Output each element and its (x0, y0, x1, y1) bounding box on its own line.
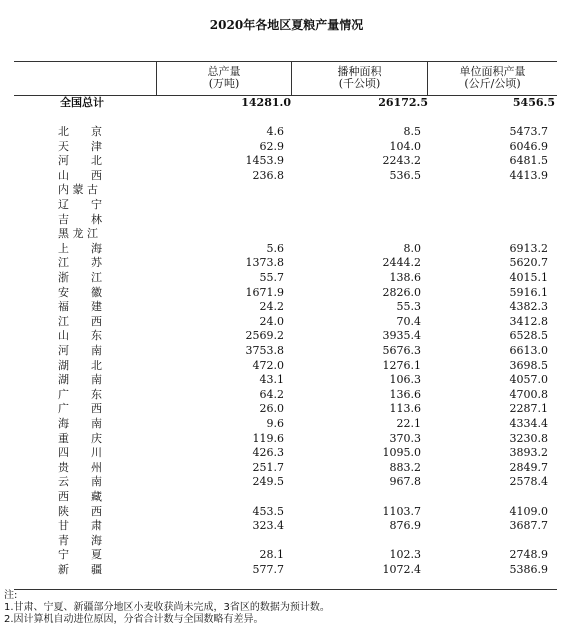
cell-output: 24.2 (259, 300, 284, 314)
cell-output: 62.9 (259, 139, 284, 153)
table-row (14, 242, 557, 255)
cell-area: 536.5 (389, 168, 421, 182)
cell-yield: 2287.1 (509, 402, 548, 416)
region-name: 辽 宁 (58, 198, 102, 211)
table-row (14, 329, 557, 342)
table-row (14, 519, 557, 532)
region-name: 广 西 (58, 402, 102, 416)
cell-yield: 4057.0 (509, 373, 548, 387)
cell-output: 249.5 (252, 475, 284, 489)
header-unit: (万吨) (208, 77, 240, 90)
table-row (14, 475, 557, 488)
cell-yield: 4382.3 (509, 300, 548, 314)
region-name: 重 庆 (58, 431, 102, 445)
table-row (14, 548, 557, 561)
table-row (14, 140, 557, 153)
table-row (14, 402, 557, 415)
region-name: 吉 林 (58, 212, 102, 226)
cell-output: 43.1 (259, 373, 284, 387)
region-name: 江 苏 (58, 256, 102, 270)
cell-area: 8.5 (403, 125, 421, 138)
region-name: 上 海 (58, 241, 102, 255)
cell-yield: 5620.7 (509, 256, 548, 270)
cell-yield: 4700.8 (509, 387, 548, 401)
cell-output: 426.3 (252, 446, 284, 460)
table-bottom-rule (14, 589, 557, 590)
region-name: 湖 北 (58, 358, 102, 372)
header-label: 播种面积 (337, 65, 382, 78)
table-row (14, 213, 557, 226)
region-name: 山 东 (58, 329, 102, 343)
cell-area: 22.1 (396, 417, 421, 430)
header-yield-per-area (428, 66, 557, 90)
cell-area: 370.3 (389, 431, 421, 445)
table-row (14, 534, 557, 547)
region-name: 浙 江 (58, 271, 102, 284)
cell-yield: 4109.0 (509, 504, 548, 518)
table-row (14, 388, 557, 401)
cell-area: 102.3 (389, 548, 421, 562)
cell-area: 1276.1 (382, 358, 421, 372)
cell-area: 3935.4 (382, 329, 421, 343)
cell-output: 577.7 (252, 563, 284, 576)
region-name: 贵 州 (58, 460, 102, 474)
cell-area: 136.6 (389, 387, 421, 401)
region-name: 黑 龙 江 (58, 227, 98, 241)
cell-area: 967.8 (389, 475, 421, 489)
cell-area: 876.9 (389, 519, 421, 533)
region-name: 甘 肃 (58, 519, 102, 533)
region-name: 广 东 (58, 387, 102, 401)
table-row (14, 300, 557, 313)
cell-output: 5.6 (266, 241, 284, 255)
cell-output: 1671.9 (245, 285, 284, 299)
header-unit: (千公顷) (338, 77, 381, 90)
table-row (14, 169, 557, 182)
cell-output: 2569.2 (245, 329, 284, 343)
cell-output: 472.0 (252, 358, 284, 372)
cell-output: 3753.8 (245, 344, 284, 357)
table-row (14, 461, 557, 474)
cell-yield: 2748.9 (509, 548, 548, 562)
cell-area: 1095.0 (382, 446, 421, 460)
cell-yield: 6613.0 (509, 344, 548, 357)
note-2: 2.因计算机自动进位原因，分省合计数与全国数略有差异。 (4, 614, 264, 625)
cell-yield: 3893.2 (509, 446, 548, 460)
cell-yield: 5473.7 (509, 125, 548, 138)
table-row (14, 563, 557, 576)
table-top-rule (14, 61, 557, 62)
region-name: 河 北 (58, 154, 102, 168)
region-name: 福 建 (58, 300, 102, 314)
region-name: 云 南 (58, 475, 102, 489)
table-row (14, 286, 557, 299)
region-name: 内 蒙 古 (58, 183, 98, 197)
region-name: 新 疆 (58, 563, 102, 576)
header-sown-area (292, 66, 427, 90)
cell-area: 5676.3 (382, 344, 421, 357)
cell-output: 236.8 (252, 168, 284, 182)
cell-area: 70.4 (396, 314, 421, 328)
cell-area: 104.0 (389, 139, 421, 153)
page-title: 2020年各地区夏粮产量情况 (209, 18, 364, 32)
cell-yield: 3230.8 (509, 431, 548, 445)
cell-yield: 2849.7 (509, 460, 548, 474)
table-row (14, 183, 557, 196)
cell-yield: 3698.5 (509, 358, 548, 372)
header-label: 总产量 (207, 65, 241, 78)
cell-output: 55.7 (259, 271, 284, 284)
notes-label: 注: (4, 590, 18, 601)
table-row (14, 125, 557, 138)
cell-output: 1453.9 (245, 154, 284, 168)
cell-output: 1373.8 (245, 256, 284, 270)
table-row (14, 432, 557, 445)
table-row (14, 154, 557, 167)
cell-yield: 4334.4 (509, 417, 548, 430)
cell-output: 323.4 (252, 519, 284, 533)
cell-yield: 6046.9 (509, 139, 548, 153)
table-row (14, 227, 557, 240)
header-total-output (157, 66, 291, 90)
header-unit: (公斤/公顷) (464, 77, 521, 90)
cell-yield: 6528.5 (509, 329, 548, 343)
cell-yield: 3687.7 (509, 519, 548, 533)
table-row (14, 271, 557, 284)
cell-area: 113.6 (389, 402, 421, 416)
region-name: 天 津 (58, 139, 102, 153)
cell-area: 1072.4 (382, 563, 421, 576)
total-area: 26172.5 (378, 96, 428, 109)
cell-yield: 4413.9 (509, 168, 548, 182)
table-row (14, 505, 557, 518)
cell-output: 26.0 (259, 402, 284, 416)
cell-yield: 3412.8 (509, 314, 548, 328)
total-output: 14281.0 (241, 96, 291, 109)
cell-yield: 6481.5 (509, 154, 548, 168)
cell-area: 2826.0 (382, 285, 421, 299)
table-row (14, 490, 557, 503)
table-row (14, 198, 557, 211)
region-name: 山 西 (58, 168, 102, 182)
region-name: 西 藏 (58, 490, 102, 503)
cell-area: 106.3 (389, 373, 421, 387)
cell-yield: 2578.4 (509, 475, 548, 489)
region-name: 北 京 (58, 125, 102, 138)
table-row (14, 344, 557, 357)
cell-output: 251.7 (252, 460, 284, 474)
note-1: 1.甘肃、宁夏、新疆部分地区小麦收获尚未完成，3省区的数据为预计数。 (4, 602, 330, 613)
table-row (14, 373, 557, 386)
cell-output: 453.5 (252, 504, 284, 518)
cell-area: 8.0 (403, 241, 421, 255)
cell-output: 4.6 (266, 125, 284, 138)
cell-output: 64.2 (259, 387, 284, 401)
table-row (14, 315, 557, 328)
cell-output: 9.6 (266, 417, 284, 430)
total-yield: 5456.5 (512, 96, 555, 109)
region-name: 海 南 (58, 417, 102, 430)
cell-area: 55.3 (396, 300, 421, 314)
region-name: 河 南 (58, 344, 102, 357)
table-row (14, 256, 557, 269)
cell-area: 138.6 (389, 271, 421, 284)
cell-yield: 5386.9 (509, 563, 548, 576)
cell-area: 2243.2 (382, 154, 421, 168)
cell-output: 119.6 (252, 431, 284, 445)
region-name: 宁 夏 (58, 548, 102, 562)
cell-yield: 6913.2 (509, 241, 548, 255)
region-name: 青 海 (58, 533, 102, 547)
region-name: 安 徽 (58, 285, 102, 299)
cell-area: 883.2 (389, 460, 421, 474)
cell-yield: 4015.1 (509, 271, 548, 284)
region-name: 湖 南 (58, 373, 102, 387)
cell-area: 1103.7 (382, 504, 421, 518)
region-name: 陕 西 (58, 504, 102, 518)
table-row (14, 446, 557, 459)
cell-output: 24.0 (259, 314, 284, 328)
cell-output: 28.1 (259, 548, 284, 562)
total-label: 全国总计 (60, 96, 104, 109)
region-name: 四 川 (58, 446, 102, 460)
header-label: 单位面积产量 (459, 65, 526, 78)
cell-yield: 5916.1 (509, 285, 548, 299)
cell-area: 2444.2 (382, 256, 421, 270)
table-row (14, 359, 557, 372)
table-row (14, 417, 557, 430)
region-name: 江 西 (58, 314, 102, 328)
